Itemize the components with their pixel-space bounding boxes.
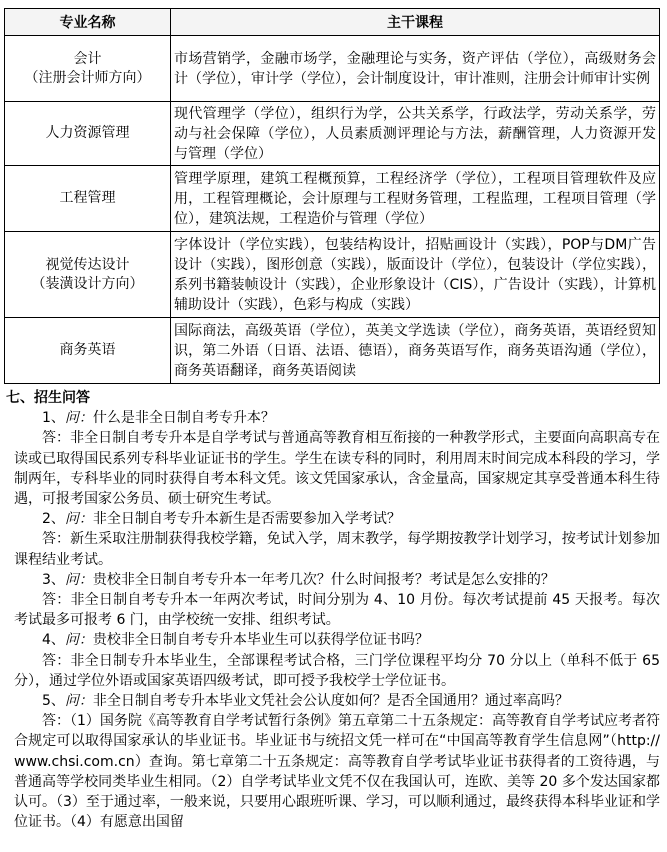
answer-4: 答：非全日制专升本毕业生，全部课程考试合格，三门学位课程平均分 70 分以上（单科不低于 65 分），通过学位外语或国家英语四级考试，即可授予我校学士学位证书。 (14, 652, 660, 689)
major-cell (5, 166, 171, 232)
course-cell: 市场营销学，金融市场学，金融理论与实务，资产评估（学位），高级财务会计（学位），审计学（学位），会计制度设计，审计准则，注册会计师审计实例 (171, 36, 660, 102)
answer-2: 答：新生采取注册制获得我校学籍，免试入学，周末教学，每学期按教学计划学习，按考试计划参加课程结业考试。 (14, 531, 660, 568)
table-row (5, 102, 660, 166)
major-cell (5, 232, 171, 318)
major-name: 会计 (73, 50, 102, 67)
course-cell: 字体设计（学位实践），包装结构设计，招贴画设计（实践），POP与DM广告设计（实践），图形创意（实践），版面设计（学位），包装设计（学位实践），系列书籍装帧设计（实践），企业形象设计（CIS），广告设计（实践），计算机辅助设计（实践），色彩与构成（实践） (171, 232, 660, 318)
course-cell: 管理学原理，建筑工程概预算，工程经济学（学位），工程项目管理软件及应用，工程管理概论，会计原理与工程财务管理，工程监理，工程项目管理（学位），建筑法规，工程造价与管理（学位） (171, 166, 660, 232)
major-cell (5, 102, 171, 166)
major-direction: （注册会计师方向） (24, 69, 151, 86)
major-cell (5, 36, 171, 102)
question-1 (14, 408, 660, 428)
question-number: 1、 (42, 410, 65, 427)
question-text: 贵校非全日制自考专升本毕业生可以获得学位证书吗？ (92, 632, 429, 649)
question-2 (14, 509, 660, 529)
question-5 (14, 691, 660, 711)
major-cell (5, 318, 171, 384)
faq-section (6, 388, 660, 832)
question-label: 问： (64, 571, 93, 588)
question-4 (14, 630, 660, 650)
table-row (5, 318, 660, 384)
question-label: 问： (64, 693, 93, 710)
question-number: 3、 (42, 571, 65, 588)
answer-1: 答：非全日制自考专升本是自学考试与普通高等教育相互衔接的一种教学形式，主要面向高职高专在读或已取得国民系列专科毕业证证书的学生。学生在读专科的同时，利用周末时间完成本科段的学习，学制两年，专科毕业的同时获得自考本科文凭。该文凭国家承认，含金量高，国家规定其享受普通本科生待遇，可报考国家公务员、硕士研究生考试。 (14, 430, 660, 508)
table-row (5, 166, 660, 232)
question-text: 非全日制自考专升本新生是否需要参加入学考试？ (92, 511, 401, 528)
question-3 (14, 570, 660, 590)
question-number: 5、 (42, 693, 65, 710)
major-name: 视觉传达设计 (45, 256, 130, 273)
course-cell: 现代管理学（学位），组织行为学，公共关系学，行政法学，劳动关系学，劳动与社会保障（学位），人员素质测评理论与方法，薪酬管理，人力资源开发与管理（学位） (171, 102, 660, 166)
answer-5: 答：（1）国务院《高等教育自学考试暂行条例》第五章第二十五条规定：高等教育自学考试应考者符合规定可以取得国家承认的毕业证书。毕业证书与统招文凭一样可在“中国高等教育学生信息网”（http://www.chsi.com.cn）查询。第七章第二十五条规定：高等教育自学考试毕业证书获得者的工资待遇，与普通高等学校同类毕业生相同。（2）自学考试毕业文凭不仅在我国认可，连欧、美等 20 多个发达国家都认可。（3）至于通过率，一般来说，只要用心跟班听课、学习，可以顺利通过，最终获得本科毕业证和学位证书。（4）有愿意出国留 (14, 713, 660, 831)
header-courses: 主干课程 (171, 9, 660, 36)
major-name: 人力资源管理 (45, 125, 130, 141)
course-table (4, 8, 660, 384)
major-name: 商务英语 (59, 342, 116, 358)
section-title: 七、招生问答 (6, 390, 90, 406)
table-row (5, 36, 660, 102)
answer-3: 答：非全日制自考专升本一年两次考试，时间分别为 4、10 月份。每次考试提前 45 天报考。每次考试最多可报考 6 门，由学校统一安排、组织考试。 (14, 592, 660, 629)
question-label: 问： (64, 511, 93, 528)
table-header-row (5, 9, 660, 36)
question-label: 问： (64, 410, 93, 427)
question-text: 什么是非全日制自考专升本？ (92, 410, 275, 427)
major-name: 工程管理 (59, 190, 116, 206)
table-row (5, 232, 660, 318)
question-text: 非全日制自考专升本毕业文凭社会公认度如何？是否全国通用？通过率高吗？ (92, 693, 569, 710)
major-direction: （装潢设计方向） (31, 275, 144, 292)
question-label: 问： (64, 632, 93, 649)
question-number: 2、 (42, 511, 65, 528)
course-cell: 国际商法，高级英语（学位），英美文学选读（学位），商务英语，英语经贸知识，第二外语（日语、法语、德语），商务英语写作，商务英语沟通（学位），商务英语翻译，商务英语阅读 (171, 318, 660, 384)
question-text: 贵校非全日制自考专升本一年考几次？什么时间报考？考试是怎么安排的？ (92, 571, 555, 588)
question-number: 4、 (42, 632, 65, 649)
header-major: 专业名称 (5, 9, 171, 36)
